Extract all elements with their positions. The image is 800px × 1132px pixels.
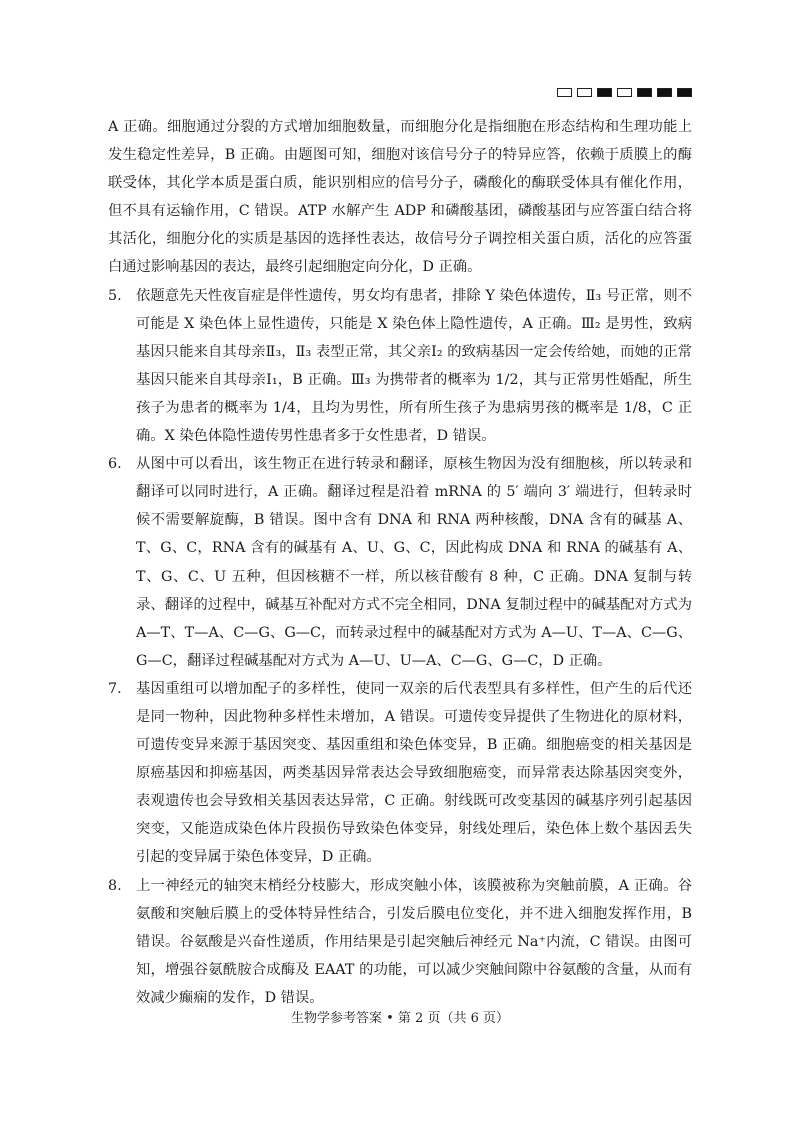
continuation-paragraph: A 正确。细胞通过分裂的方式增加细胞数量，而细胞分化是指细胞在形态结构和生理功能上发生稳定性差异，B 正确。由题图可知，细胞对该信号分子的特异应答，依赖于质膜上的酶联受体，其化学本质是蛋白质，能识别相应的信号分子，磷酸化的酶联受体具有催化作用，但不具有运输作用，C 错误。ATP 水解产生 ADP 和磷酸基团，磷酸基团与应答蛋白结合将其活化，细胞分化的实质是基因的选择性表达，故信号分子调控相关蛋白质，活化的应答蛋白通过影响基因的表达，最终引起细胞定向分化，D 正确。 (108, 119, 692, 276)
answer-item-5 (108, 282, 692, 451)
item-text: 上一神经元的轴突末梢经分枝膨大，形成突触小体，该膜被称为突触前膜，A 正确。谷氨酸和突触后膜上的受体特异性结合，引发后膜电位变化，并不进入细胞发挥作用，B 错误。谷氨酸是兴奋性递质，作用结果是引起突触后神经元 Na⁺内流，C 错误。由图可知，增强谷氨酰胺合成酶及 EAAT 的功能，可以减少突触间隙中谷氨酸的含量，从而有效减少癫痫的发作，D 错误。 (136, 877, 692, 1006)
marker-square (677, 88, 692, 97)
page-marker-squares (557, 88, 692, 97)
item-text: 从图中可以看出，该生物正在进行转录和翻译，原核生物因为没有细胞核，所以转录和翻译可以同时进行，A 正确。翻译过程是沿着 mRNA 的 5′ 端向 3′ 端进行，但转录时候不需要解旋酶，B 错误。图中含有 DNA 和 RNA 两种核酸，DNA 含有的碱基 A、T、G、C，RNA 含有的碱基有 A、U、G、C，因此构成 DNA 和 RNA 的碱基有 A、T、G、C、U 五种，但因核糖不一样，所以核苷酸有 8 种，C 正确。DNA 复制与转录、翻译的过程中，碱基互补配对方式不完全相同，DNA 复制过程中的碱基配对方式为 A—T、T—A、C—G、G—C，而转录过程中的碱基配对方式为 A—U、T—A、C—G、G—C，翻译过程碱基配对方式为 A—U、U—A、C—G、G—C，D 正确。 (136, 456, 692, 669)
item-number: 6. (108, 456, 122, 473)
marker-square (557, 88, 572, 97)
answer-item-6 (108, 450, 692, 675)
answer-item-7 (108, 675, 692, 872)
marker-square (577, 88, 592, 97)
item-number: 8. (108, 877, 122, 894)
page-footer: 生物学参考答案 • 第 2 页（共 6 页） (290, 1011, 509, 1026)
item-number: 7. (108, 680, 122, 697)
answer-content (108, 113, 692, 1012)
marker-square (597, 88, 612, 97)
item-text: 依题意先天性夜盲症是伴性遗传，男女均有患者，排除 Y 染色体遗传，Ⅱ₃ 号正常，则不可能是 X 染色体上显性遗传，只能是 X 染色体上隐性遗传，A 正确。Ⅲ₂ 是男性，致病基因只能来自其母亲Ⅱ₃，Ⅱ₃ 表型正常，其父亲Ⅰ₂ 的致病基因一定会传给她，而她的正常基因只能来自其母亲Ⅰ₁，B 正确。Ⅲ₃ 为携带者的概率为 1/2，其与正常男性婚配，所生孩子为患者的概率为 1/4，且均为男性，所有所生孩子为患病男孩的概率是 1/8，C 正确。X 染色体隐性遗传男性患者多于女性患者，D 错误。 (136, 287, 692, 445)
item-text: 基因重组可以增加配子的多样性，使同一双亲的后代表型具有多样性，但产生的后代还是同一物种，因此物种多样性未增加，A 错误。可遗传变异提供了生物进化的原材料，可遗传变异来源于基因突变、基因重组和染色体变异，B 正确。细胞癌变的相关基因是原癌基因和抑癌基因，两类基因异常表达会导致细胞癌变，而异常表达除基因突变外，表观遗传也会导致相关基因表达异常，C 正确。射线既可改变基因的碱基序列引起基因突变，又能造成染色体片段损伤导致染色体变异，射线处理后，染色体上数个基因丢失引起的变异属于染色体变异，D 正确。 (136, 680, 692, 866)
marker-square (657, 88, 672, 97)
marker-square (617, 88, 632, 97)
answer-item-8 (108, 872, 692, 1012)
item-number: 5. (108, 287, 122, 304)
marker-square (637, 88, 652, 97)
